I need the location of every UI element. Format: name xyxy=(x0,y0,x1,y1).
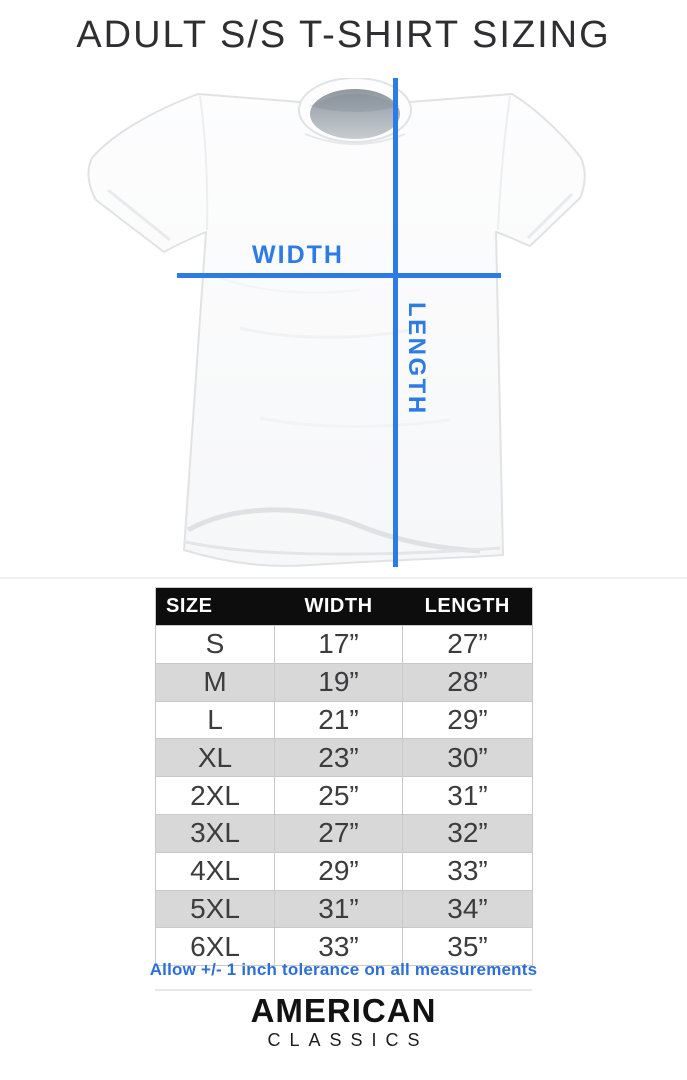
size-cell: 5XL xyxy=(156,890,275,928)
width-cell: 21” xyxy=(275,701,403,739)
size-cell: L xyxy=(156,701,275,739)
tshirt-image xyxy=(60,78,625,570)
width-cell: 29” xyxy=(275,852,403,890)
brand-name-primary: AMERICAN xyxy=(250,992,437,1029)
table-row xyxy=(156,701,533,739)
brand-name-secondary: CLASSICS xyxy=(267,1030,429,1050)
length-cell: 27” xyxy=(403,626,533,664)
column-header-size: SIZE xyxy=(156,588,275,626)
length-cell: 30” xyxy=(403,739,533,777)
brand-logo xyxy=(0,994,687,1049)
length-cell: 31” xyxy=(403,777,533,815)
size-cell: M xyxy=(156,663,275,701)
table-row xyxy=(156,663,533,701)
length-cell: 33” xyxy=(403,852,533,890)
width-cell: 27” xyxy=(275,814,403,852)
width-cell: 25” xyxy=(275,777,403,815)
length-cell: 35” xyxy=(403,928,533,966)
width-cell: 17” xyxy=(275,626,403,664)
width-cell: 33” xyxy=(275,928,403,966)
tshirt-body xyxy=(89,94,585,566)
table-row xyxy=(156,890,533,928)
length-cell: 29” xyxy=(403,701,533,739)
length-measure-line xyxy=(393,78,398,567)
length-cell: 28” xyxy=(403,663,533,701)
length-cell: 32” xyxy=(403,814,533,852)
photo-edge-line xyxy=(0,577,687,579)
length-label: LENGTH xyxy=(403,302,430,416)
table-row xyxy=(156,814,533,852)
table-row xyxy=(156,626,533,664)
width-cell: 31” xyxy=(275,890,403,928)
column-header-width: WIDTH xyxy=(275,588,403,626)
chart-edge-line xyxy=(155,989,532,991)
table-row xyxy=(156,739,533,777)
size-cell: 2XL xyxy=(156,777,275,815)
size-cell: 4XL xyxy=(156,852,275,890)
page-title: ADULT S/S T-SHIRT SIZING xyxy=(76,14,611,56)
table-row xyxy=(156,777,533,815)
tolerance-note: Allow +/- 1 inch tolerance on all measurements xyxy=(149,960,538,979)
table-header-row xyxy=(156,588,533,626)
size-cell: S xyxy=(156,626,275,664)
size-cell: XL xyxy=(156,739,275,777)
width-label: WIDTH xyxy=(252,241,344,269)
column-header-length: LENGTH xyxy=(403,588,533,626)
width-measure-line xyxy=(177,273,501,278)
length-cell: 34” xyxy=(403,890,533,928)
tshirt-illustration xyxy=(60,78,625,570)
size-table xyxy=(155,587,533,966)
size-cell: 3XL xyxy=(156,814,275,852)
size-cell: 6XL xyxy=(156,928,275,966)
table-row xyxy=(156,852,533,890)
width-cell: 23” xyxy=(275,739,403,777)
width-cell: 19” xyxy=(275,663,403,701)
